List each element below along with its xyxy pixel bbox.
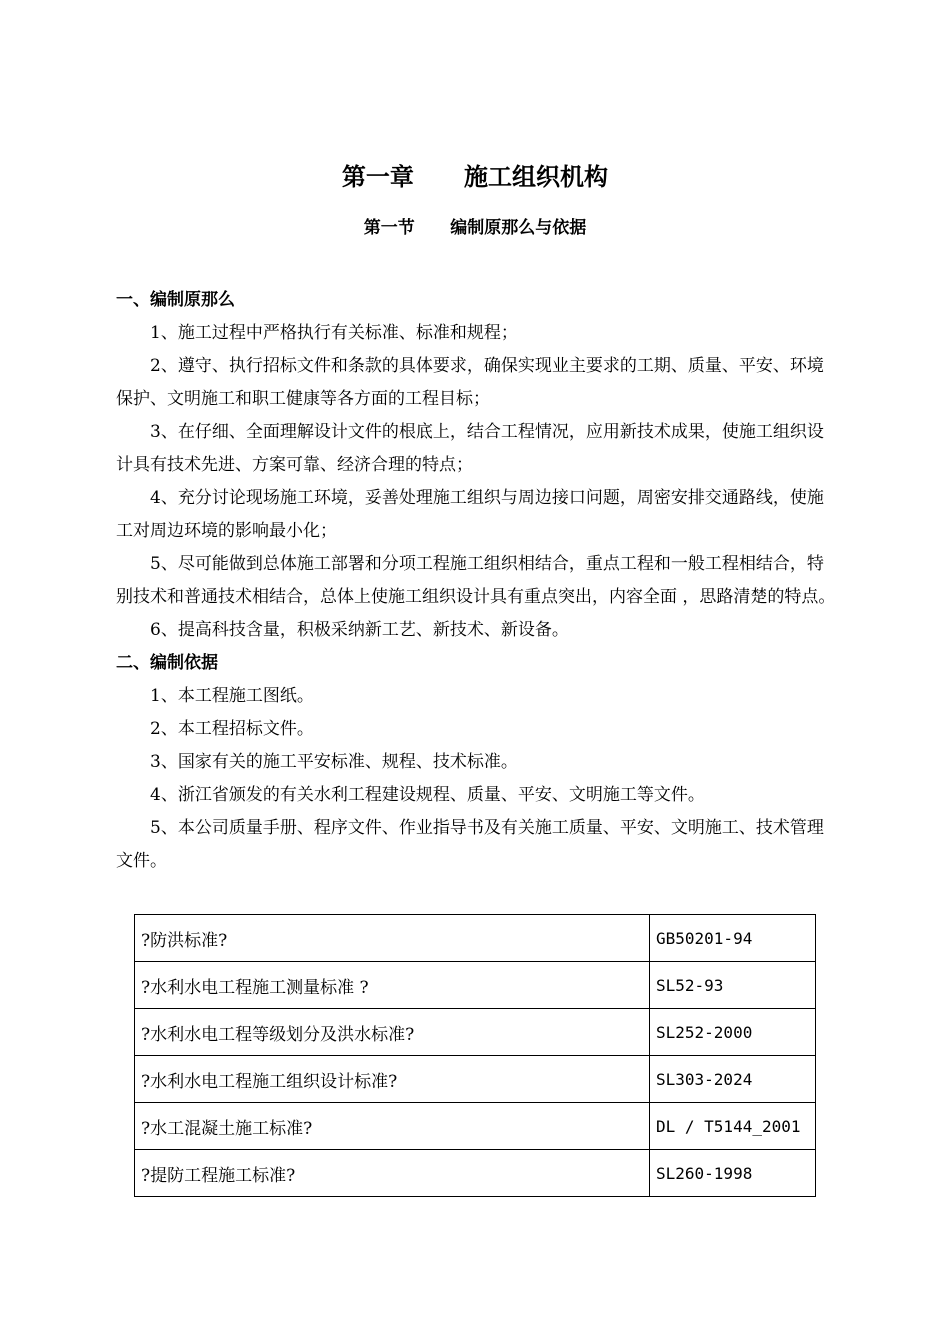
principles-heading: 一、编制原那么 — [116, 290, 235, 310]
standard-name: ?防洪标准? — [135, 915, 650, 962]
basis-item-2: 2、本工程招标文件。 — [150, 719, 314, 739]
standard-name: ?提防工程施工标准? — [135, 1150, 650, 1197]
standard-code: GB50201-94 — [650, 915, 816, 962]
basis-item-1: 1、本工程施工图纸。 — [150, 686, 314, 706]
table-row — [135, 1150, 816, 1197]
principle-item-6: 6、提高科技含量，积极采纳新工艺、新技术、新设备。 — [150, 620, 569, 640]
standard-name: ?水工混凝土施工标准? — [135, 1103, 650, 1150]
standard-name: ?水利水电工程施工组织设计标准? — [135, 1056, 650, 1103]
table-row — [135, 962, 816, 1009]
standard-code: DL / T5144_2001 — [650, 1103, 816, 1150]
basis-item-4: 4、浙江省颁发的有关水利工程建设规程、质量、平安、文明施工等文件。 — [150, 785, 705, 805]
chapter-title: 第一章 施工组织机构 — [341, 163, 609, 191]
standard-code: SL260-1998 — [650, 1150, 816, 1197]
section-title: 第一节 编制原那么与依据 — [363, 218, 587, 238]
principle-item-1: 1、施工过程中严格执行有关标准、标准和规程； — [150, 323, 518, 343]
standard-name: ?水利水电工程施工测量标准 ? — [135, 962, 650, 1009]
principle-item-2: 2、遵守、执行招标文件和条款的具体要求，确保实现业主要求的工期、质量、平安、环境保护、文明施工和职工健康等各方面的工程目标； — [116, 356, 824, 409]
body-text — [116, 284, 836, 878]
standard-name: ?水利水电工程等级划分及洪水标准? — [135, 1009, 650, 1056]
table-row — [135, 1009, 816, 1056]
basis-heading: 二、编制依据 — [116, 653, 218, 673]
table-row — [135, 915, 816, 962]
basis-item-3: 3、国家有关的施工平安标准、规程、技术标准。 — [150, 752, 518, 772]
principle-item-4: 4、充分讨论现场施工环境，妥善处理施工组织与周边接口问题，周密安排交通路线，使施工对周边环境的影响最小化； — [116, 488, 824, 541]
principle-item-3: 3、在仔细、全面理解设计文件的根底上，结合工程情况，应用新技术成果，使施工组织设计具有技术先进、方案可靠、经济合理的特点； — [116, 422, 824, 475]
table-row — [135, 1103, 816, 1150]
principle-item-5: 5、尽可能做到总体施工部署和分项工程施工组织相结合，重点工程和一般工程相结合，特别技术和普通技术相结合，总体上使施工组织设计具有重点突出，内容全面 ，思路清楚的特点。 — [116, 554, 836, 607]
standard-code: SL252-2000 — [650, 1009, 816, 1056]
standard-code: SL303-2024 — [650, 1056, 816, 1103]
basis-item-5: 5、本公司质量手册、程序文件、作业指导书及有关施工质量、平安、文明施工、技术管理文件。 — [116, 818, 824, 871]
standards-table — [134, 914, 816, 1197]
table-row — [135, 1056, 816, 1103]
standard-code: SL52-93 — [650, 962, 816, 1009]
